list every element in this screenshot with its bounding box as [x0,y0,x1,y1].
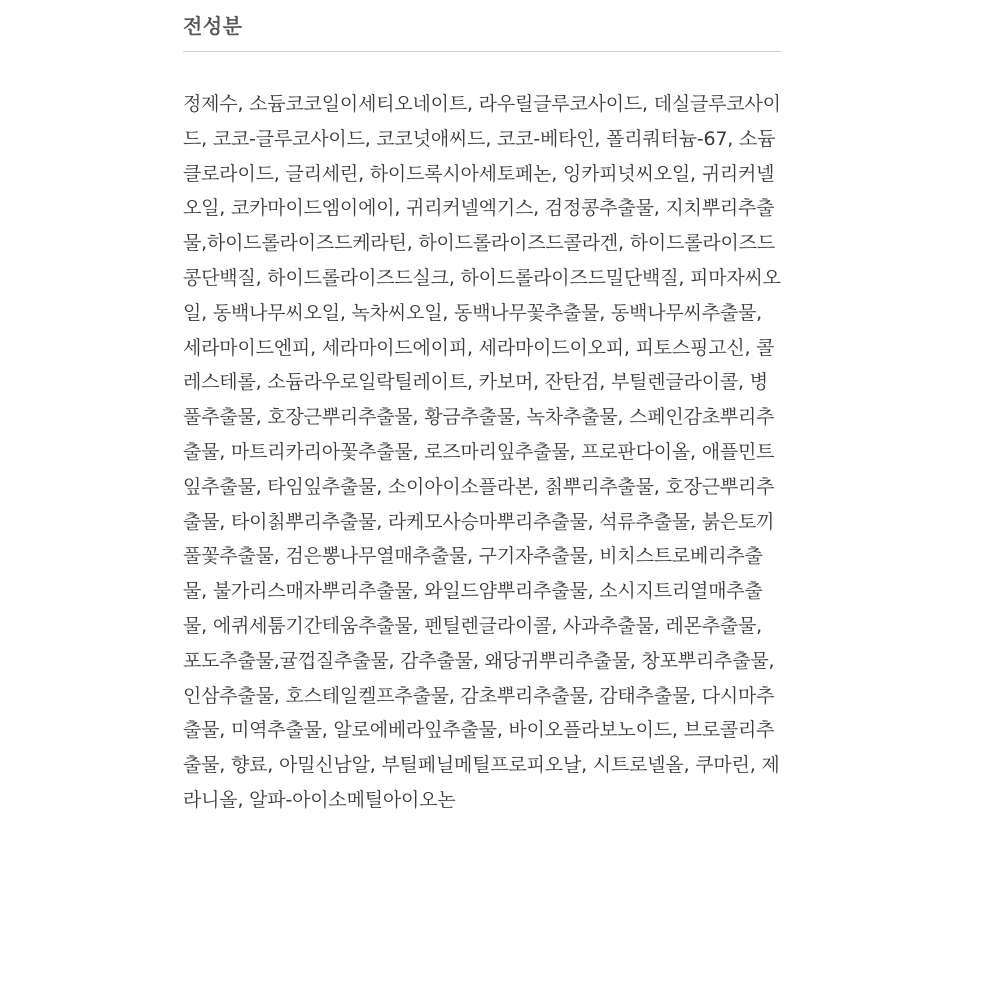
ingredients-section [183,0,783,818]
section-title: 전성분 [183,14,243,38]
ingredients-list: 정제수, 소듐코코일이세티오네이트, 라우릴글루코사이드, 데실글루코사이드, 코코-글루코사이드, 코코넛애씨드, 코코-베타인, 폴리쿼터늄-67, 소듐클로라이드, 글리세린, 하이드록시아세토페논, 잉카피넛씨오일, 귀리커넬오일, 코카마이드엠이에이, 귀리커넬엑기스, 검정콩추출물, 지치뿌리추출물,하이드롤라이즈드케라틴, 하이드롤라이즈드콜라겐, 하이드롤라이즈드콩단백질, 하이드롤라이즈드실크, 하이드롤라이즈드밀단백질, 피마자씨오일, 동백나무씨오일, 녹차씨오일, 동백나무꽃추출물, 동백나무씨추출물, 세라마이드엔피, 세라마이드에이피, 세라마이드이오피, 피토스핑고신, 콜레스테롤, 소듐라우로일락틸레이트, 카보머, 잔탄검, 부틸렌글라이콜, 병풀추출물, 호장근뿌리추출물, 황금추출물, 녹차추출물, 스페인감초뿌리추출물, 마트리카리아꽃추출물, 로즈마리잎추출물, 프로판다이올, 애플민트잎추출물, 타임잎추출물, 소이아이소플라본, 칡뿌리추출물, 호장근뿌리추출물, 타이칡뿌리추출물, 라케모사승마뿌리추출물, 석류추출물, 붉은토끼풀꽃추출물, 검은뽕나무열매추출물, 구기자추출물, 비치스트로베리추출물, 불가리스매자뿌리추출물, 와일드얌뿌리추출물, 소시지트리열매추출물, 에퀴세툼기간테움추출물, 펜틸렌글라이콜, 사과추출물, 레몬추출물, 포도추출물,귤껍질추출물, 감추출물, 왜당귀뿌리추출물, 창포뿌리추출물, 인삼추출물, 호스테일켈프추출물, 감초뿌리추출물, 감태추출물, 다시마추출물, 미역추출물, 알로에베라잎추출물, 바이오플라보노이드, 브로콜리추출물, 향료, 아밀신남알, 부틸페닐메틸프로피오날, 시트로넬올, 쿠마린, 제라니올, 알파-아이소메틸아이오논 [183,93,781,811]
